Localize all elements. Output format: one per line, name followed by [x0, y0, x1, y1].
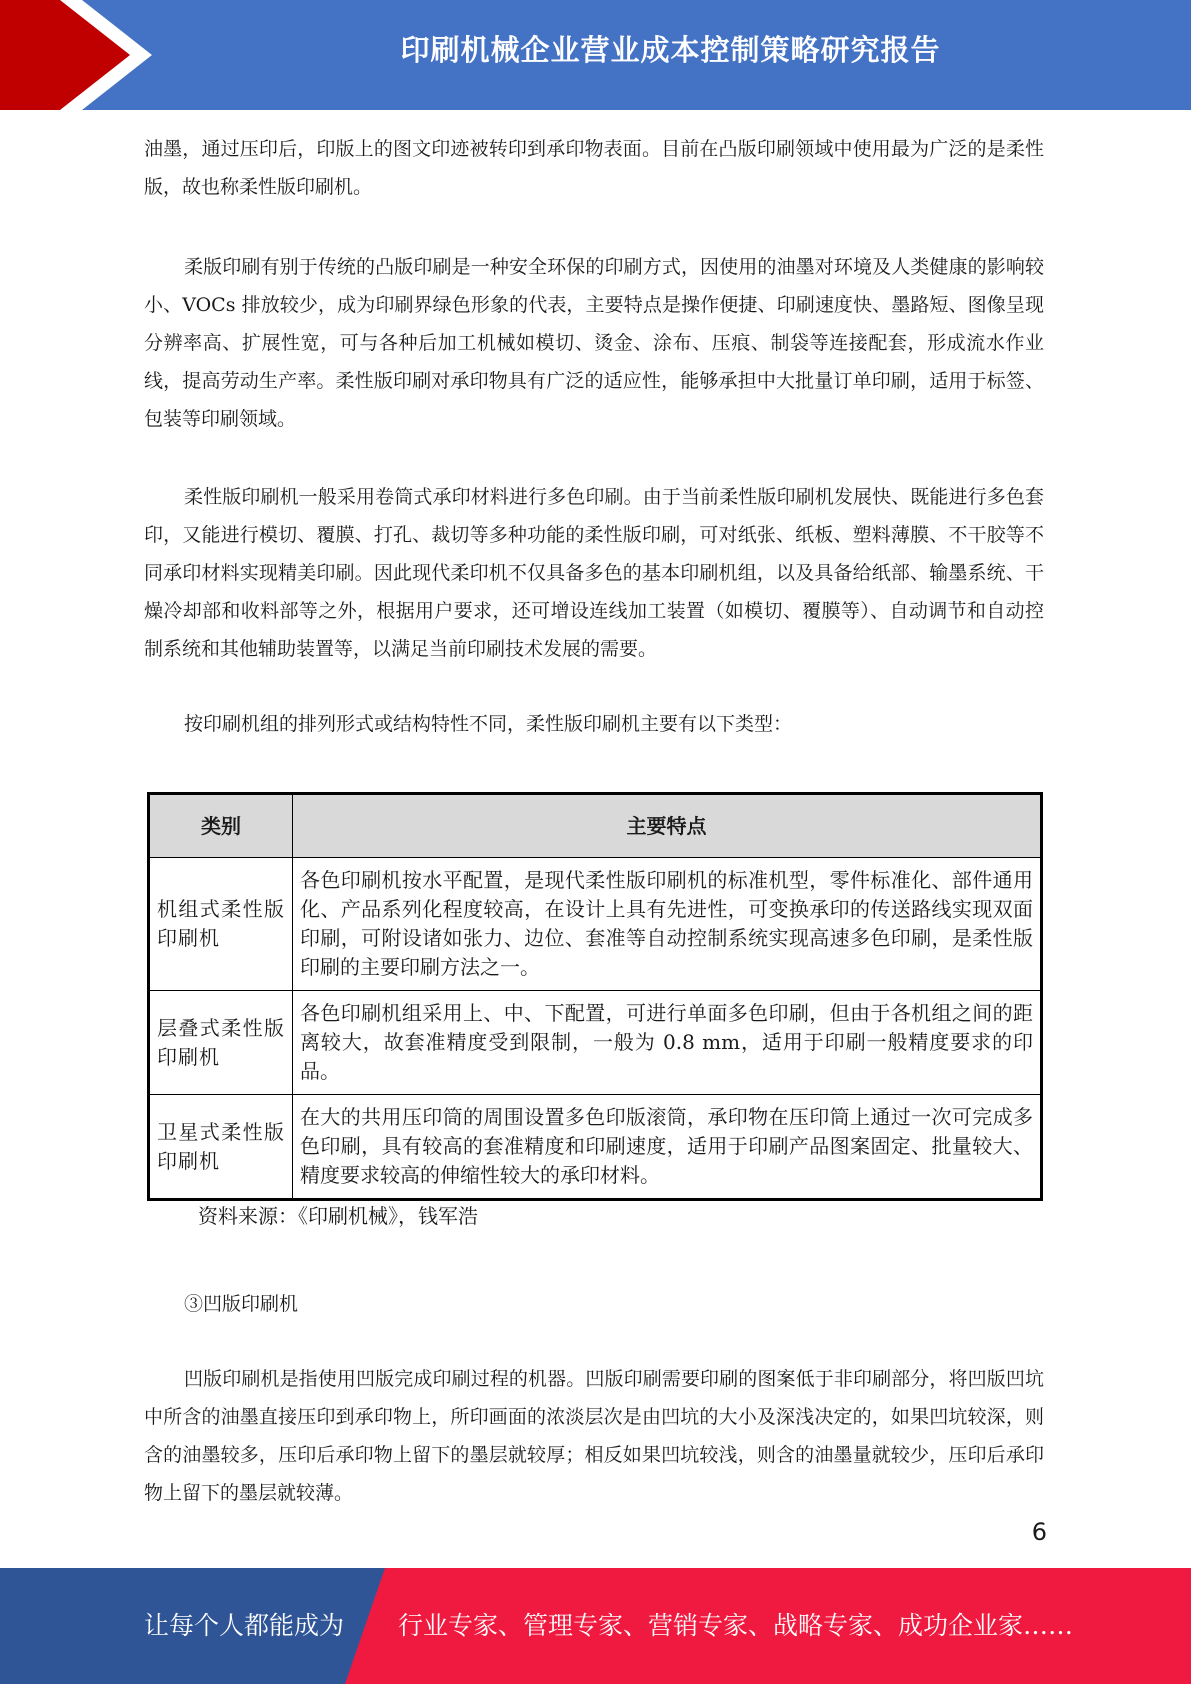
- paragraph-flexo-types-lead: 按印刷机组的排列形式或结构特性不同，柔性版印刷机主要有以下类型：: [184, 713, 793, 735]
- table-cell-category: 卫星式柔性版印刷机: [149, 1095, 293, 1200]
- footer-slogan-right: 行业专家、管理专家、营销专家、战略专家、成功企业家……: [398, 1611, 1074, 1640]
- paragraph-gravure: 凹版印刷机是指使用凹版完成印刷过程的机器。凹版印刷需要印刷的图案低于非印刷部分，将凹版凹坑中所含的油墨直接压印到承印物上，所印画面的浓淡层次是由凹坑的大小及深浅决定的，如果凹坑较深，则含的油墨较多，压印后承印物上留下的墨层就较厚；相反如果凹坑较浅，则含的油墨量就较少，压印后承印物上留下的墨层就较薄。: [144, 1368, 1044, 1504]
- paragraph-flexo-intro: 柔版印刷有别于传统的凸版印刷是一种安全环保的印刷方式，因使用的油墨对环境及人类健康的影响较小、VOCs 排放较少，成为印刷界绿色形象的代表，主要特点是操作便捷、印刷速度快、墨路短、图像呈现分辨率高、扩展性宽，可与各种后加工机械如模切、烫金、涂布、压痕、制袋等连接配套，形成流水作业线，提高劳动生产率。柔性版印刷对承印物具有广泛的适应性，能够承担中大批量订单印刷，适用于标签、包装等印刷领域。: [144, 256, 1044, 430]
- page-header: [0, 0, 1191, 110]
- table-cell-features: 各色印刷机按水平配置，是现代柔性版印刷机的标准机型，零件标准化、部件通用化、产品系列化程度较高，在设计上具有先进性，可变换承印的传送路线实现双面印刷，可附设诸如张力、边位、套准等自动控制系统实现高速多色印刷，是柔性版印刷的主要印刷方法之一。: [293, 858, 1042, 991]
- table-source-note: 资料来源：《印刷机械》，钱军浩: [198, 1204, 478, 1228]
- paragraph-flexo-machine: 柔性版印刷机一般采用卷筒式承印材料进行多色印刷。由于当前柔性版印刷机发展快、既能进行多色套印，又能进行模切、覆膜、打孔、裁切等多种功能的柔性版印刷，可对纸张、纸板、塑料薄膜、不干胶等不同承印材料实现精美印刷。因此现代柔印机不仅具备多色的基本印刷机组，以及具备给纸部、输墨系统、干燥冷却部和收料部等之外，根据用户要求，还可增设连线加工装置（如模切、覆膜等）、自动调节和自动控制系统和其他辅助装置等，以满足当前印刷技术发展的需要。: [144, 486, 1044, 660]
- table-header-features: 主要特点: [293, 794, 1042, 858]
- table-cell-category: 层叠式柔性版印刷机: [149, 991, 293, 1095]
- table-row: [149, 991, 1042, 1095]
- paragraph-continuation: 油墨，通过压印后，印版上的图文印迹被转印到承印物表面。目前在凸版印刷领域中使用最为广泛的是柔性版，故也称柔性版印刷机。: [144, 138, 1044, 198]
- table-cell-category: 机组式柔性版印刷机: [149, 858, 293, 991]
- table-row: [149, 1095, 1042, 1200]
- table-row: [149, 858, 1042, 991]
- page-number: 6: [1031, 1518, 1047, 1546]
- table-cell-features: 各色印刷机组采用上、中、下配置，可进行单面多色印刷，但由于各机组之间的距离较大，故套准精度受到限制，一般为 0.8 mm，适用于印刷一般精度要求的印品。: [293, 991, 1042, 1095]
- page-footer: [0, 1568, 1191, 1684]
- table-cell-features: 在大的共用压印筒的周围设置多色印版滚筒，承印物在压印筒上通过一次可完成多色印刷，具有较高的套准精度和印刷速度，适用于印刷产品图案固定、批量较大、精度要求较高的伸缩性较大的承印材料。: [293, 1095, 1042, 1200]
- flexo-press-types-table: [147, 792, 1043, 1201]
- header-red-arrow-decoration: [0, 0, 150, 110]
- section-heading-gravure: ③凹版印刷机: [184, 1293, 299, 1315]
- table-header-row: [149, 794, 1042, 858]
- footer-slogan-left: 让每个人都能成为: [144, 1611, 345, 1640]
- report-title: 印刷机械企业营业成本控制策略研究报告: [400, 33, 941, 67]
- table-header-category: 类别: [149, 794, 293, 858]
